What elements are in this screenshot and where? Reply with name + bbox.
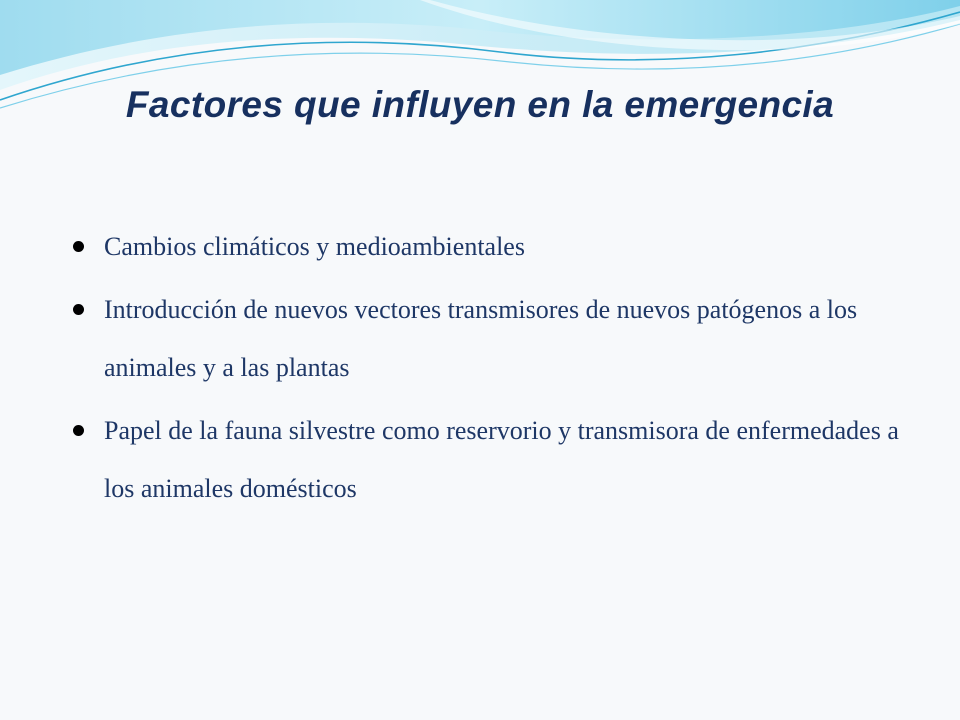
bullet-item: [68, 402, 908, 518]
bullet-text: Cambios climáticos y medioambientales: [104, 232, 525, 261]
bullet-icon: [73, 304, 84, 315]
bullet-text: Papel de la fauna silvestre como reservorio y transmisora de enfermedades a los animales domésticos: [104, 416, 899, 503]
bullet-icon: [73, 241, 84, 252]
bullet-item: [68, 281, 908, 397]
slide-title: Factores que influyen en la emergencia: [125, 84, 835, 125]
bullet-text: Introducción de nuevos vectores transmisores de nuevos patógenos a los animales y a las plantas: [104, 295, 858, 382]
bullet-icon: [73, 425, 84, 436]
bullet-item: [68, 218, 908, 276]
bullet-list: [68, 218, 908, 523]
